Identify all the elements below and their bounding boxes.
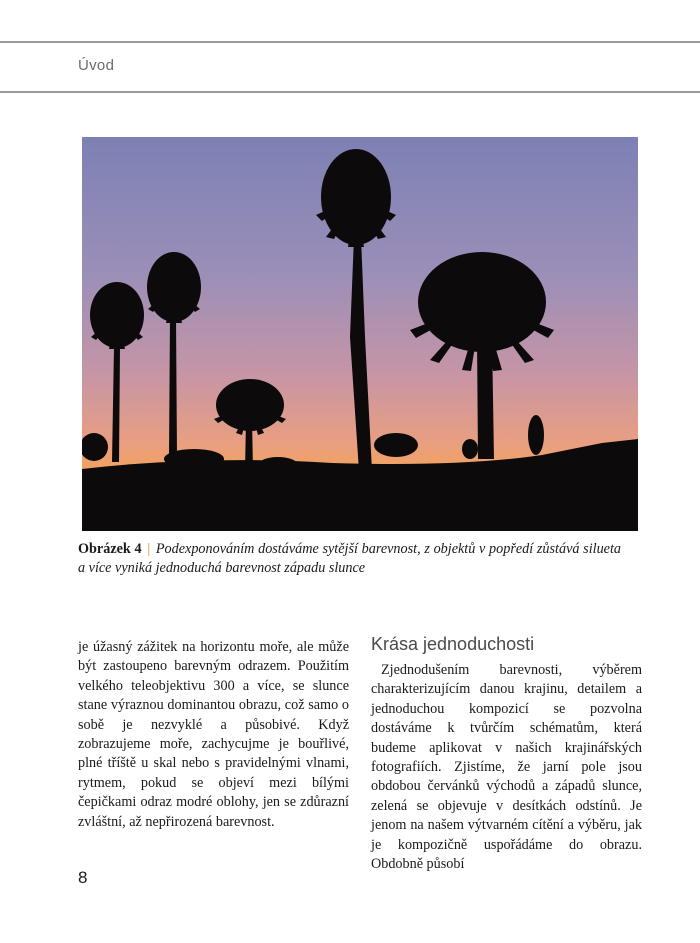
page-number: 8 xyxy=(78,868,88,887)
section-heading: Krása jednoduchosti xyxy=(371,634,535,654)
caption-separator: | xyxy=(147,541,151,557)
figure-photo-palm-sunset xyxy=(82,137,638,531)
figure-caption xyxy=(78,540,621,578)
header-rule-bottom xyxy=(0,91,700,93)
caption-text: Podexponováním dostáváme sytější barevnost, z objektů v popředí zůstává silueta a více vyniká jednoduchá barevnost západu slunce xyxy=(78,541,622,576)
running-head: Úvod xyxy=(78,57,115,74)
figure-label: Obrázek 4 xyxy=(78,541,142,557)
left-column-paragraph: je úžasný zážitek na horizontu moře, ale může být zastoupeno barevným odrazem. Použitím velkého teleobjektivu 300 a více, se slunce stane výraznou dominantou obrazu, což samo o sobě je nezvyklé a působivé. Když zobrazujeme moře, zachycujme je bouřlivé, plné tříště u skal nebo s pravidelnými vlnami, rytmem, pokud se objeví mezi bílými čepičkami odraz modré oblohy, jen se zdůrazní zvláštní, až nepřirozená barevnost. xyxy=(78,639,349,830)
header-rule-top xyxy=(0,41,700,43)
right-column-paragraph: Zjednodušením barevnosti, výběrem charakterizujícím danou krajinu, detailem a jednoduchou kompozicí se pozvolna dostáváme k tvůrčím schématům, která budeme aplikovat v našich krajinářských fotografiích. Zjistíme, že jarní pole jsou obdobou červánků východů a západů slunce, zelená se objevuje v desítkách odstínů. Je jenom na našem výtvarném cítění a výběru, jak je kompozičně uspořádáme do obrazu. Obdobně působí xyxy=(371,662,642,873)
right-column xyxy=(371,634,642,874)
left-column xyxy=(78,638,349,832)
palm-sunset-illustration xyxy=(82,137,638,531)
